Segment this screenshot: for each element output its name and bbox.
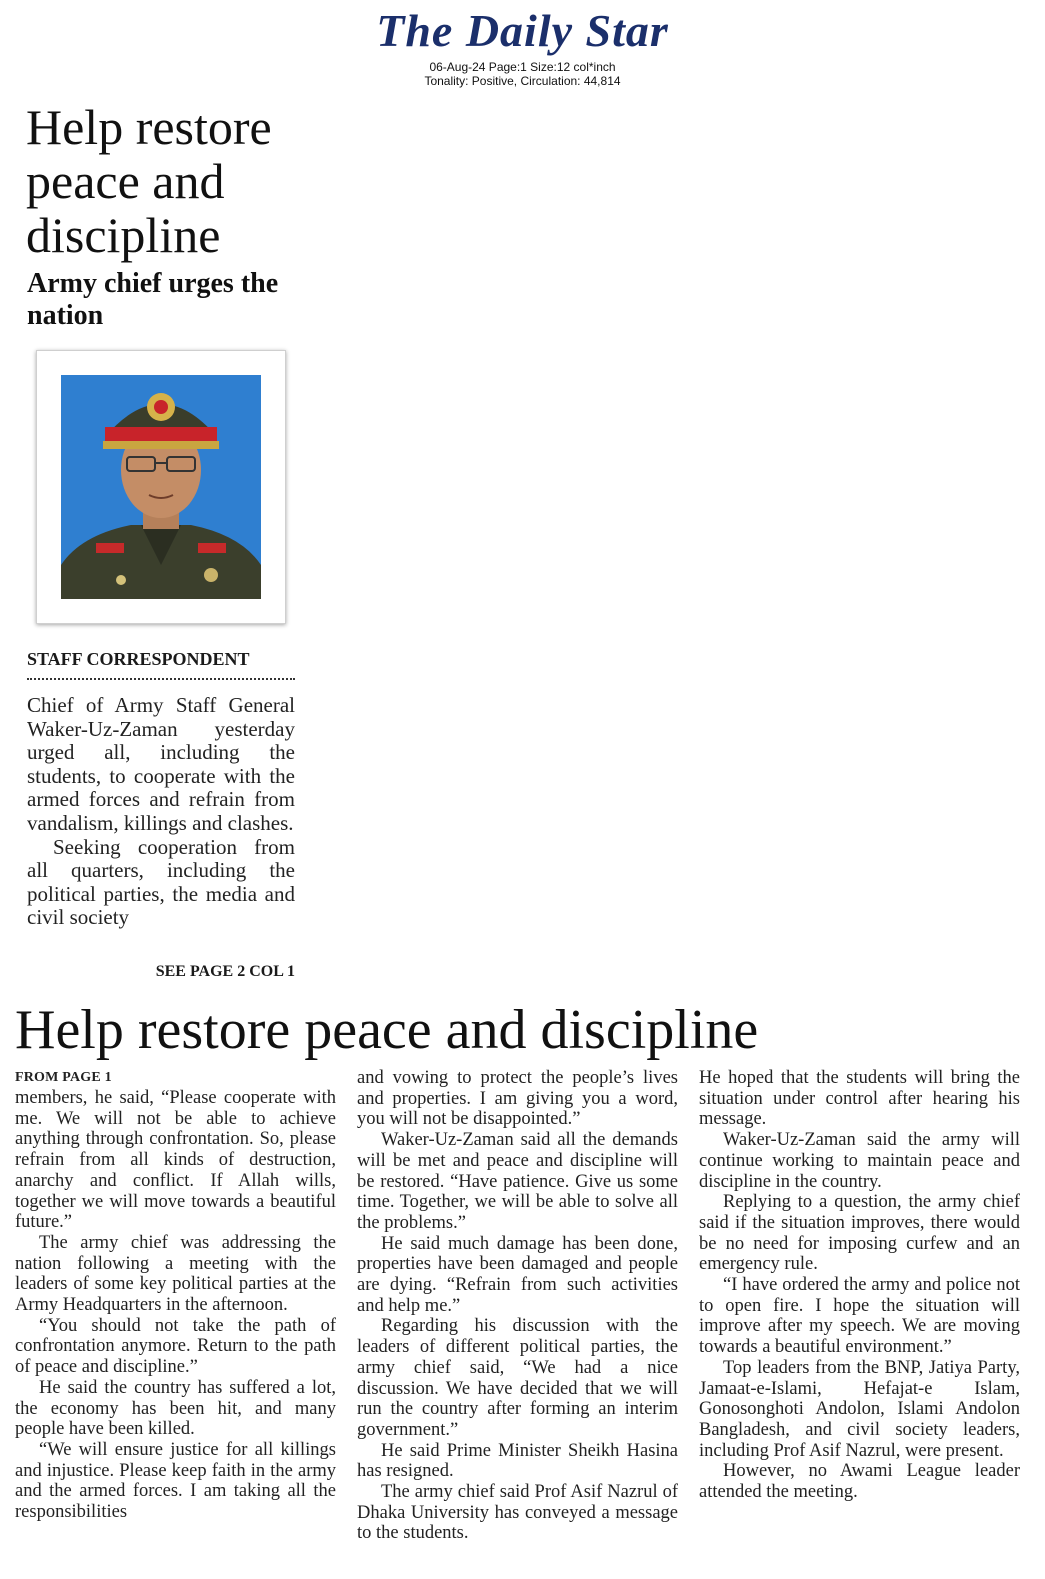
paragraph: Waker-Uz-Zaman said all the demands will be met and peace and discipline will be restored. “Have patience. Give us some time. Together, we will be able to solve all the problems.” (357, 1130, 678, 1233)
paragraph: He said the country has suffered a lot, the economy has been hit, and many people have been killed. (15, 1377, 336, 1440)
paragraph: However, no Awami League leader attended the meeting. (699, 1461, 1020, 1503)
paragraph: The army chief was addressing the nation following a meeting with the leaders of some key political parties at the Army Headquarters in the afternoon. (15, 1232, 336, 1316)
paragraph: Regarding his discussion with the leaders of different political parties, the army chief said, “We had a nice discussion. We have decided that we will run the country after forming an interim government.” (357, 1316, 678, 1440)
army-chief-photo (61, 375, 261, 599)
paragraph: He hoped that the students will bring the situation under control after hearing his message. (699, 1068, 1020, 1130)
jump-reference: SEE PAGE 2 COL 1 (155, 963, 295, 980)
paragraph: Waker-Uz-Zaman said the army will continue working to maintain peace and discipline in the country. (699, 1130, 1020, 1192)
paragraph: “We will ensure justice for all killings and injustice. Please keep faith in the army and the armed forces. I am taking all the responsibilities (15, 1439, 336, 1523)
paragraph: “I have ordered the army and police not to open fire. I hope the situation will improve after my speech. We are moving towards a beautiful environment.” (699, 1275, 1020, 1358)
masthead (0, 0, 1045, 88)
paragraph: members, he said, “Please cooperate with me. We will not be able to achieve anything through confrontation. So, please refrain from all kinds of destruction, anarchy and conflict. If Allah wills, together we will move towards a beautiful future.” (15, 1088, 336, 1233)
front-subhead: Army chief urges the nation (27, 268, 279, 331)
front-paragraph: Chief of Army Staff General Waker-Uz-Zaman yesterday urged all, including the students, to cooperate with the armed forces and refrain from vandalism, killings and clashes. (27, 693, 295, 835)
clipping-meta-line1: 06-Aug-24 Page:1 Size:12 col*inch (429, 60, 616, 74)
newspaper-logo: The Daily Star (376, 5, 669, 56)
front-paragraph: Seeking cooperation from all quarters, including the political parties, the media and civil society (27, 834, 295, 930)
front-story-body (27, 694, 295, 930)
continuation-columns (15, 1068, 1020, 1548)
from-page-kicker: FROM PAGE 1 (15, 1070, 112, 1085)
column-2 (357, 1068, 678, 1548)
paragraph: “You should not take the path of confrontation anymore. Return to the path of peace and discipline.” (15, 1315, 336, 1378)
paragraph: and vowing to protect the people’s lives and properties. I am giving you a word, you will not be disappointed.” (357, 1068, 678, 1130)
paragraph: The army chief said Prof Asif Nazrul of Dhaka University has conveyed a message to the students. (357, 1482, 678, 1544)
paragraph: He said Prime Minister Sheikh Hasina has resigned. (357, 1440, 678, 1482)
paragraph: Replying to a question, the army chief said if the situation improves, there would be no need for imposing curfew and an emergency rule. (699, 1192, 1020, 1275)
paragraph: He said much damage has been done, properties have been damaged and people are dying. “Refrain from such activities and help me.” (357, 1233, 678, 1316)
column-1 (15, 1068, 336, 1548)
front-headline: Help restore peace and discipline (26, 99, 272, 263)
paragraph: Top leaders from the BNP, Jatiya Party, Jamaat-e-Islami, Hefajat-e Islam, Gonosonghoti Andolon, Islami Andolon Bangladesh, and civil society leaders, including Prof Asif Nazrul, were present. (699, 1357, 1020, 1461)
continuation-headline: Help restore peace and discipline (15, 999, 759, 1061)
byline: STAFF CORRESPONDENT (27, 648, 295, 680)
column-3 (699, 1068, 1020, 1548)
portrait-illustration (61, 375, 261, 599)
army-chief-photo-frame (36, 350, 286, 624)
clipping-meta-line2: Tonality: Positive, Circulation: 44,814 (424, 74, 621, 88)
